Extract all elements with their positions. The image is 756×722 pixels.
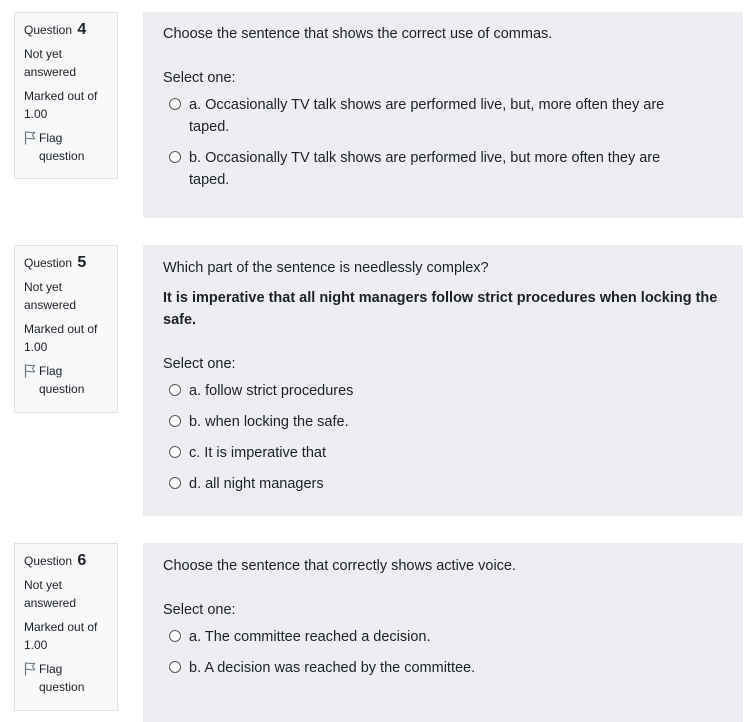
question-number-row (24, 254, 117, 272)
question-info (14, 12, 118, 179)
option-label[interactable]: d. all night managers (189, 476, 324, 492)
radio-button[interactable] (169, 477, 181, 489)
question-text: Choose the sentence that shows the correct use of commas. (163, 26, 553, 42)
question-status: Not yet answered (24, 280, 77, 312)
question-label: Question (24, 23, 73, 37)
option-label[interactable]: b. when locking the safe. (189, 414, 349, 430)
radio-button[interactable] (169, 661, 181, 673)
option-label[interactable]: a. Occasionally TV talk shows are performed live, but, more often they are taped. (189, 97, 665, 135)
flag-question-link[interactable] (24, 362, 117, 398)
radio-button[interactable] (169, 384, 181, 396)
radio-button[interactable] (169, 415, 181, 427)
option-label[interactable]: c. It is imperative that (189, 445, 326, 461)
answer-option[interactable] (163, 380, 353, 402)
question-grade: Marked out of 1.00 (24, 89, 98, 121)
radio-button[interactable] (169, 630, 181, 642)
question-sentence: It is imperative that all night managers follow strict procedures when locking the safe. (163, 290, 718, 328)
flag-icon (24, 662, 36, 676)
answer-option[interactable] (163, 94, 703, 138)
question-grade: Marked out of 1.00 (24, 620, 98, 652)
select-one-label: Select one: (163, 602, 236, 618)
option-label[interactable]: a. follow strict procedures (189, 383, 354, 399)
question-text: Choose the sentence that correctly shows active voice. (163, 558, 517, 574)
flag-question-link[interactable] (24, 660, 117, 696)
answer-option[interactable] (163, 473, 324, 495)
flag-label: Flag question (39, 131, 85, 163)
answer-option[interactable] (163, 147, 703, 191)
flag-icon (24, 131, 36, 145)
question-text: Which part of the sentence is needlessly complex? (163, 260, 489, 276)
question-content (143, 543, 743, 722)
answer-option[interactable] (163, 657, 475, 679)
option-label[interactable]: a. The committee reached a decision. (189, 629, 431, 645)
question-status: Not yet answered (24, 47, 77, 79)
option-label[interactable]: b. Occasionally TV talk shows are performed live, but more often they are taped. (189, 150, 661, 188)
radio-button[interactable] (169, 98, 181, 110)
question-grade: Marked out of 1.00 (24, 322, 98, 354)
question-number: 5 (77, 254, 87, 271)
question-info (14, 543, 118, 711)
question-number: 4 (77, 21, 87, 38)
flag-label: Flag question (39, 662, 85, 694)
question-status: Not yet answered (24, 578, 77, 610)
question-number: 6 (77, 552, 87, 569)
option-label[interactable]: b. A decision was reached by the committee. (189, 660, 476, 676)
flag-question-link[interactable] (24, 129, 117, 165)
question-label: Question (24, 554, 73, 568)
question-content (143, 12, 743, 218)
question-number-row (24, 21, 117, 39)
question-number-row (24, 552, 117, 570)
answer-option[interactable] (163, 411, 349, 433)
flag-icon (24, 364, 36, 378)
radio-button[interactable] (169, 446, 181, 458)
select-one-label: Select one: (163, 356, 236, 372)
radio-button[interactable] (169, 151, 181, 163)
answer-option[interactable] (163, 626, 431, 648)
question-content (143, 245, 743, 516)
select-one-label: Select one: (163, 70, 236, 86)
question-label: Question (24, 256, 73, 270)
flag-label: Flag question (39, 364, 85, 396)
answer-option[interactable] (163, 442, 326, 464)
question-info (14, 245, 118, 413)
